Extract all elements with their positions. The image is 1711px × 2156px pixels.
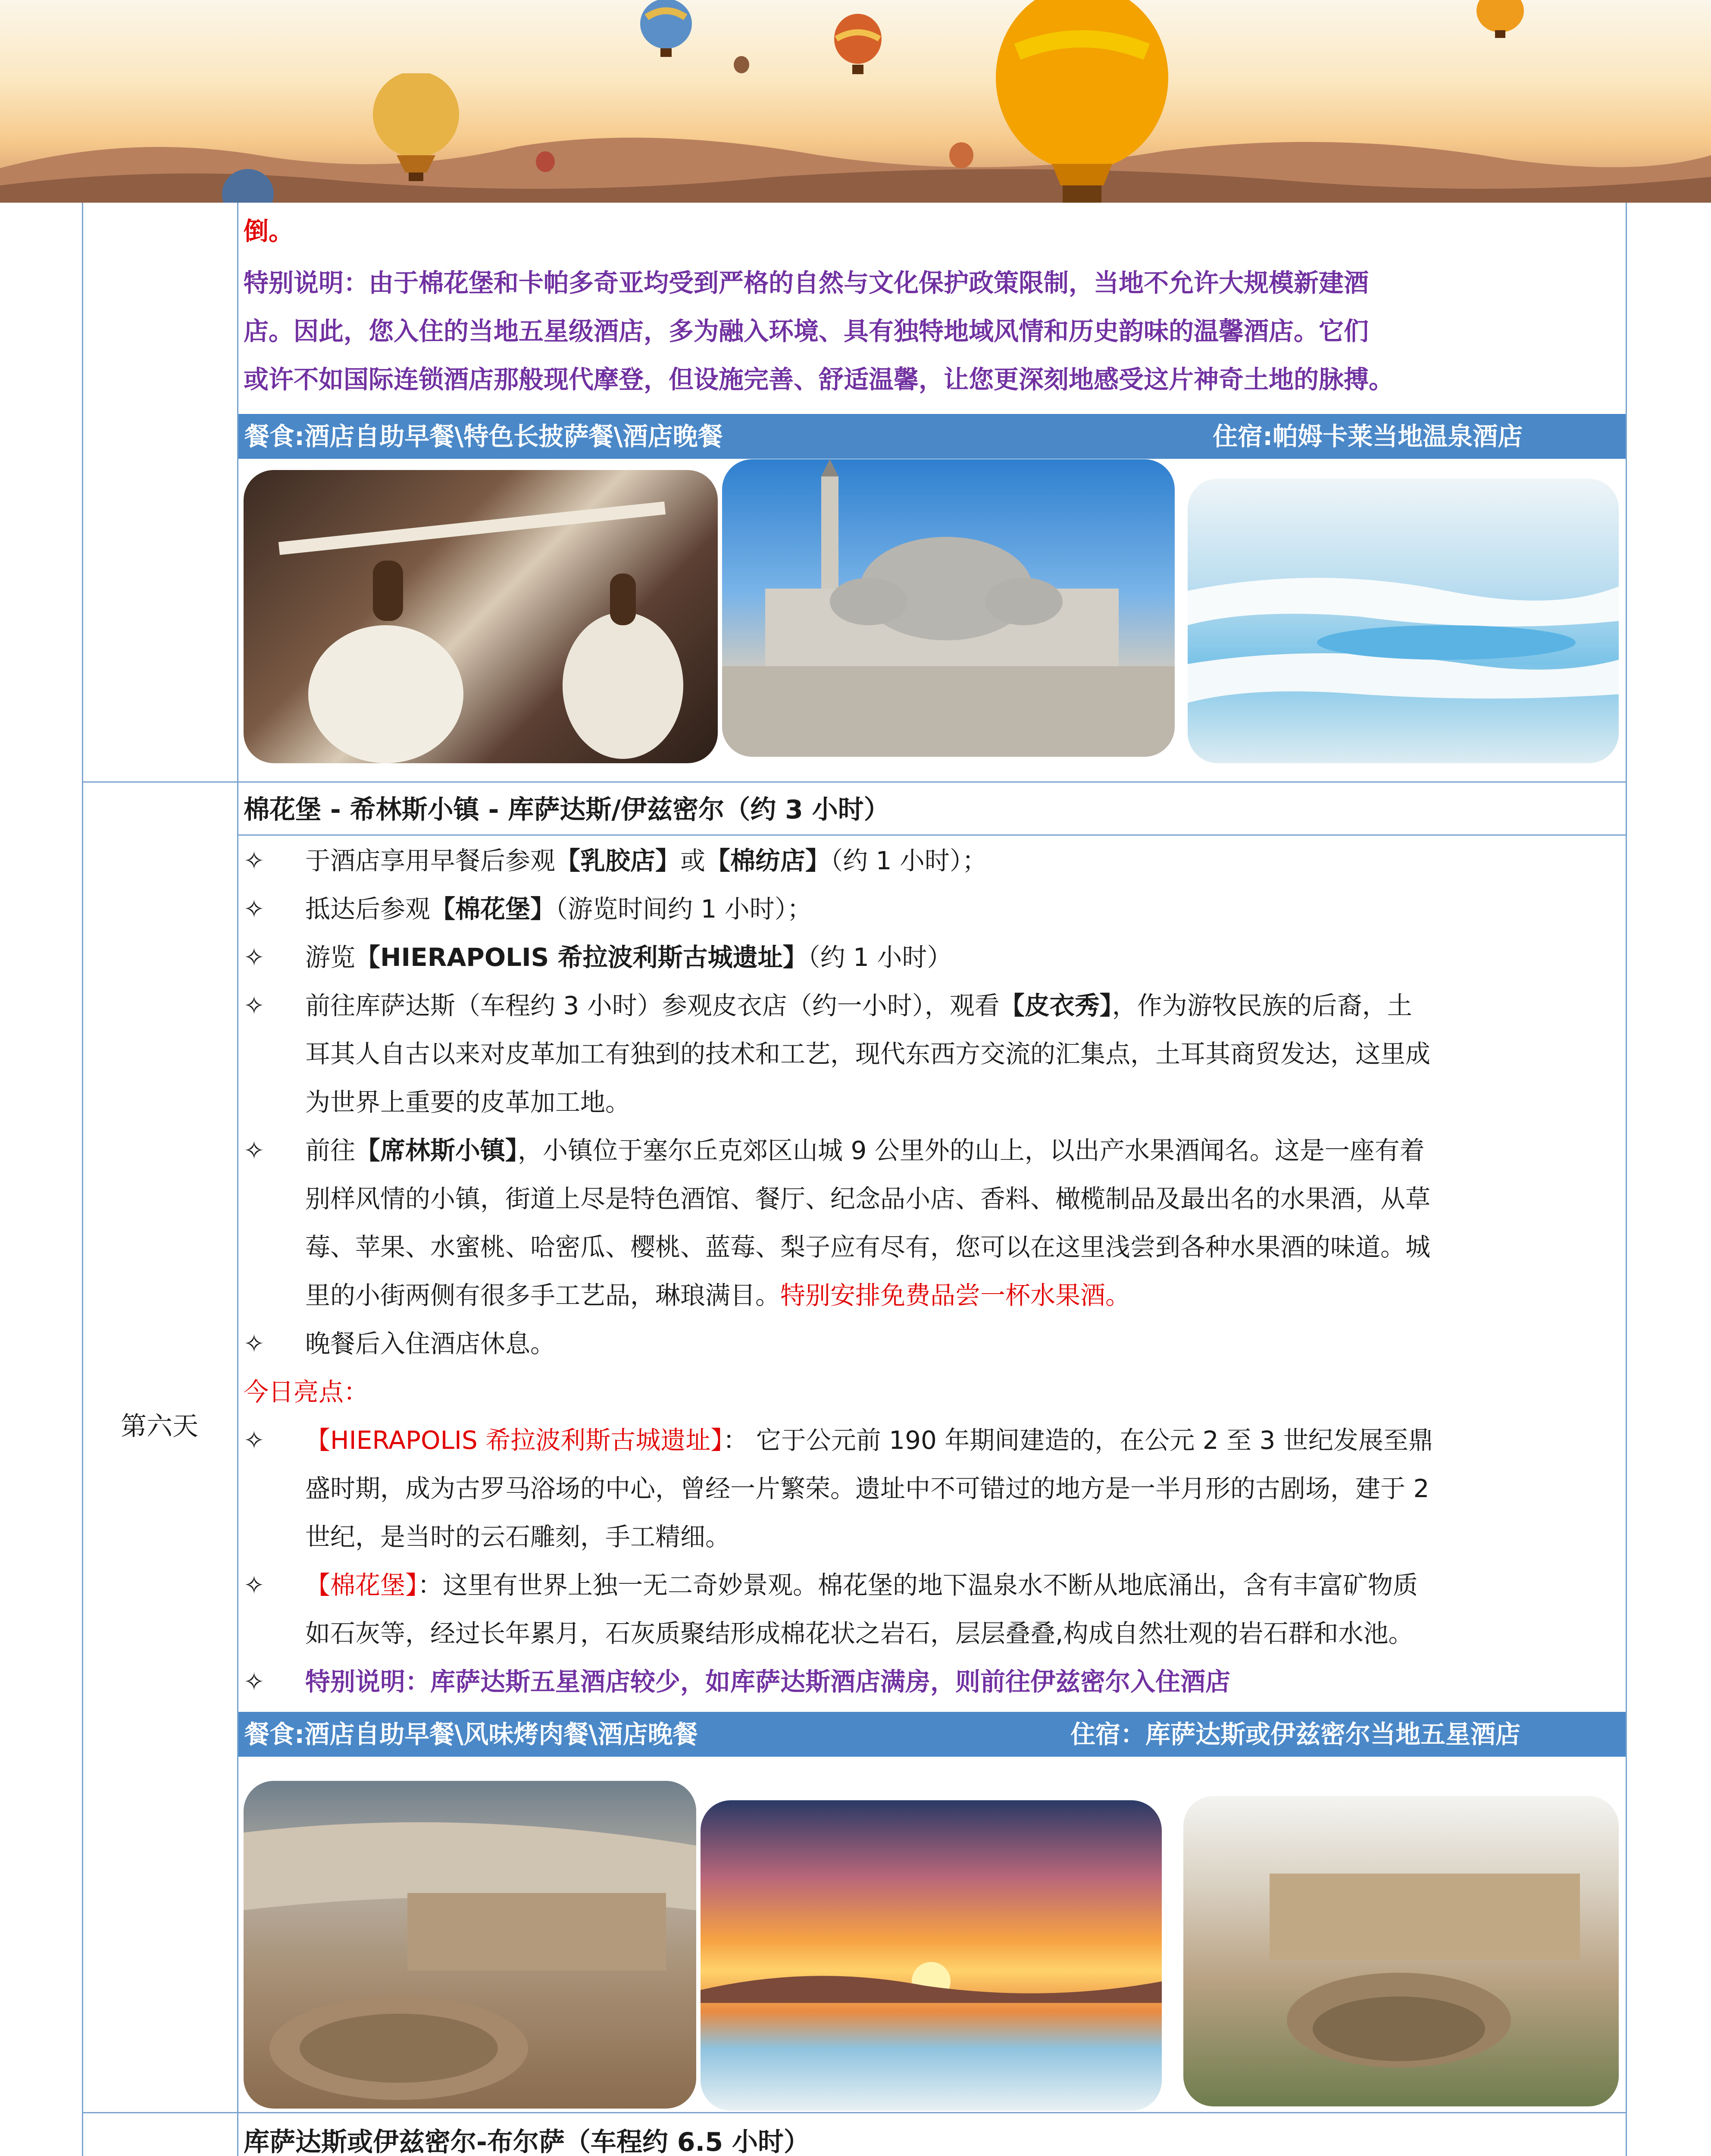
bullet-star-icon: ✧ — [244, 1329, 265, 1358]
row-separator — [82, 781, 1627, 783]
itinerary-item: ✧ 抵达后参观【棉花堡】（游览时间约 1 小时）； — [244, 885, 1617, 933]
bullet-star-icon: ✧ — [244, 1426, 265, 1455]
day-route-title: 库萨达斯或伊兹密尔-布尔萨（车程约 6.5 小时） — [244, 2127, 810, 2156]
photo-pamukkale-sunset — [701, 1800, 1162, 2111]
itinerary-item: ✧ 于酒店享用早餐后参观【乳胶店】或【棉纺店】（约 1 小时）； — [244, 837, 1617, 885]
balloon-large-icon — [992, 0, 1173, 203]
meal-lodging-bar — [238, 414, 1626, 459]
balloon-small-icon — [638, 0, 694, 60]
photo-mosque — [722, 459, 1175, 757]
photo-roman-theatre — [1183, 1796, 1619, 2106]
balloon-small-icon — [832, 13, 884, 78]
itinerary-item: ✧ 晚餐后入住酒店休息。 — [244, 1319, 1617, 1368]
balloon-small-icon — [1474, 0, 1526, 39]
balloon-medium-icon — [371, 73, 461, 181]
lodging-info: 住宿:帕姆卡莱当地温泉酒店 — [1213, 422, 1523, 451]
balloon-tiny-icon — [948, 142, 974, 177]
continued-text: 倒。 — [244, 216, 294, 246]
table-divider — [237, 203, 238, 2156]
route-underline — [238, 834, 1626, 836]
table-left-border — [82, 203, 83, 2156]
lodging-info: 住宿：库萨达斯或伊兹密尔当地五星酒店 — [1070, 1720, 1521, 1749]
balloon-small-icon — [220, 168, 276, 203]
day-route-title: 棉花堡 - 希林斯小镇 - 库萨达斯/伊兹密尔（约 3 小时） — [244, 795, 890, 825]
special-note-item: ✧ 特别说明：库萨达斯五星酒店较少，如库萨达斯酒店满房，则前往伊兹密尔入住酒店 — [244, 1658, 1617, 1706]
itinerary-item: ✧ 前往【席林斯小镇】，小镇位于塞尔丘克郊区山城 9 公里外的山上，以出产水果酒闻名。这是一座有着 别样风情的小镇，街道上尽是特色酒馆、餐厅、纪念品小店、香料、橄榄制品及最出名的水果酒，从草 莓、苹果、水蜜桃、哈密瓜、樱桃、蓝莓、梨子应有尽有，您可以在这里浅尝到各种水果酒的味道。城 里的小街两侧有很多手工艺品，琳琅满目。特别安排免费品尝一杯水果酒。 — [244, 1126, 1617, 1319]
bullet-star-icon: ✧ — [244, 991, 265, 1020]
special-note-line: 特别说明：由于棉花堡和卡帕多奇亚均受到严格的自然与文化保护政策限制，当地不允许大规模新建酒 — [244, 268, 1369, 298]
photo-ancient-theatre — [244, 1781, 696, 2109]
header-banner-balloons — [0, 0, 1711, 203]
bullet-star-icon: ✧ — [244, 943, 265, 972]
bullet-star-icon: ✧ — [244, 1136, 265, 1165]
highlight-item: ✧ 【HIERAPOLIS 希拉波利斯古城遗址】： 它于公元前 190 年期间建造的，在公元 2 至 3 世纪发展至鼎 盛时期，成为古罗马浴场的中心，曾经一片繁荣。遗址中不可错过的地方是一半月形的古剧场，建于 2 世纪，是当时的云石雕刻，手工精细。 — [244, 1416, 1617, 1561]
meal-info: 餐食:酒店自助早餐\特色长披萨餐\酒店晚餐 — [244, 422, 723, 451]
meal-lodging-bar — [238, 1712, 1626, 1757]
row-separator — [82, 2112, 1627, 2113]
highlight-item: ✧ 【棉花堡】：这里有世界上独一无二奇妙景观。棉花堡的地下温泉水不断从地底涌出，含有丰富矿物质 如石灰等，经过长年累月，石灰质聚结形成棉花状之岩石，层层叠叠,构成自然壮观的岩石群和水池。 — [244, 1561, 1617, 1658]
meal-info: 餐食:酒店自助早餐\风味烤肉餐\酒店晚餐 — [244, 1720, 698, 1749]
itinerary-item: ✧ 前往库萨达斯（车程约 3 小时）参观皮衣店（约一小时），观看【皮衣秀】，作为游牧民族的后裔，土 耳其人自古以来对皮革加工有独到的技术和工艺，现代东西方交流的汇集点，土耳其商贸发达，这里成 为世界上重要的皮革加工地。 — [244, 981, 1617, 1126]
photo-whirling-dervish — [244, 470, 718, 763]
bullet-star-icon: ✧ — [244, 1570, 265, 1600]
bullet-star-icon: ✧ — [244, 1667, 265, 1696]
balloon-tiny-icon — [535, 151, 556, 177]
photo-travertine-pools — [1188, 479, 1619, 763]
highlights-title: 今日亮点： — [244, 1377, 369, 1407]
balloon-tiny-icon — [733, 56, 750, 78]
special-note-line: 或许不如国际连锁酒店那般现代摩登，但设施完善、舒适温馨，让您更深刻地感受这片神奇土地的脉搏。 — [244, 365, 1394, 394]
itinerary-item: ✧ 游览【HIERAPOLIS 希拉波利斯古城遗址】（约 1 小时） — [244, 933, 1617, 981]
table-right-border — [1626, 203, 1627, 2156]
special-note-line: 店。因此，您入住的当地五星级酒店，多为融入环境、具有独特地域风情和历史韵味的温馨酒店。它们 — [244, 317, 1369, 346]
day-label: 第六天 — [121, 1411, 198, 1442]
bullet-star-icon: ✧ — [244, 894, 265, 924]
bullet-star-icon: ✧ — [244, 846, 265, 875]
